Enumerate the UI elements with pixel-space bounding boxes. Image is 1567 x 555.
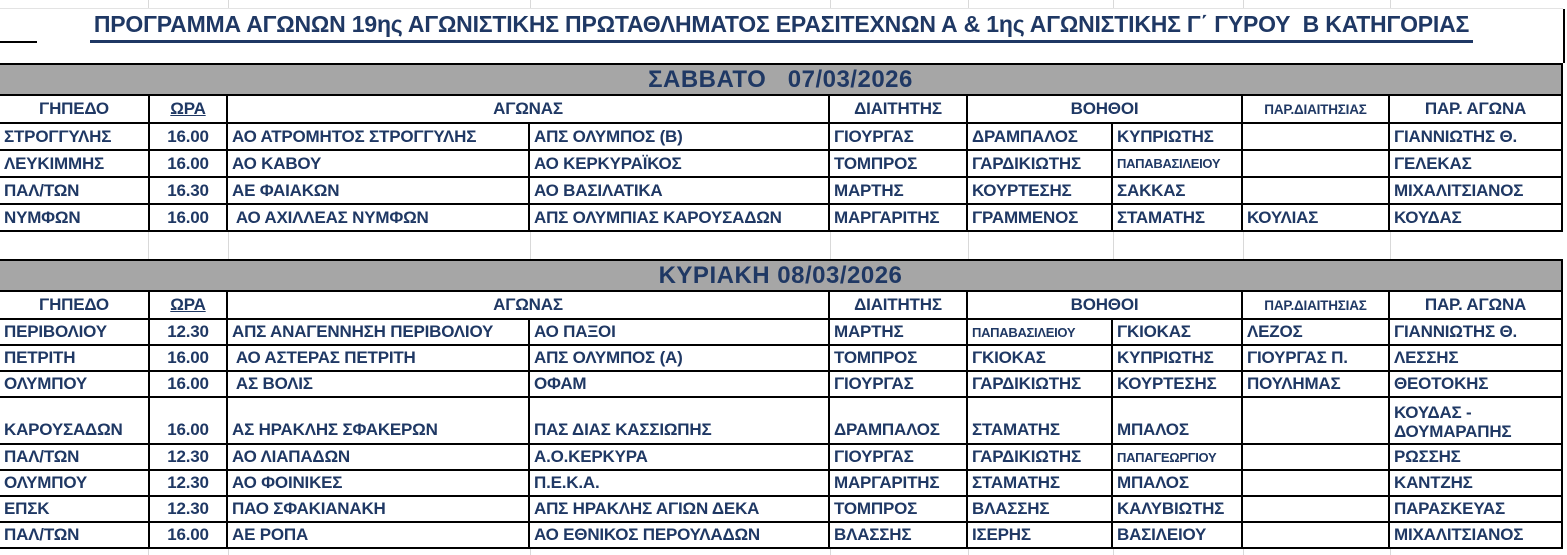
sunday-header-row — [0, 292, 1563, 320]
cell-time[interactable]: 12.30 — [150, 445, 228, 471]
cell-supervisor[interactable] — [1243, 445, 1390, 471]
sunday-section — [0, 259, 1567, 549]
cell-time[interactable]: 16.00 — [150, 398, 228, 445]
faint-gridline — [148, 0, 149, 8]
cell-assistant-1[interactable]: ΓΑΡΔΙΚΙΩΤΗΣ — [968, 372, 1113, 398]
cell-assistant-1[interactable]: ΣΤΑΜΑΤΗΣ — [968, 471, 1113, 497]
cell-assistant-1[interactable]: ΔΡΑΜΠΑΛΟΣ — [968, 124, 1113, 151]
cell-away-team[interactable]: ΑΟ ΠΑΞΟΙ — [530, 320, 830, 346]
cell-home-team[interactable]: ΑΟ ΦΟΙΝΙΚΕΣ — [228, 471, 530, 497]
cell-supervisor[interactable]: ΚΟΥΛΙΑΣ — [1243, 205, 1390, 232]
cell-observer[interactable]: ΓΙΑΝΝΙΩΤΗΣ Θ. — [1390, 320, 1563, 346]
faint-gridline — [1390, 549, 1391, 555]
cell-supervisor[interactable] — [1243, 398, 1390, 445]
cell-assistant-2[interactable]: ΓΚΙΟΚΑΣ — [1113, 320, 1243, 346]
cell-venue[interactable]: ΝΥΜΦΩΝ — [0, 205, 150, 232]
cell-home-team[interactable]: ΑΕ ΦΑΙΑΚΩΝ — [228, 178, 530, 205]
cell-away-team[interactable]: ΟΦΑΜ — [530, 372, 830, 398]
cell-supervisor[interactable] — [1243, 497, 1390, 523]
faint-gridline — [1113, 232, 1114, 259]
cell-venue[interactable]: ΟΛΥΜΠΟΥ — [0, 372, 150, 398]
cell-observer[interactable]: ΠΑΡΑΣΚΕΥΑΣ — [1390, 497, 1563, 523]
cell-assistant-2[interactable]: ΚΑΛΥΒΙΩΤΗΣ — [1113, 497, 1243, 523]
cell-assistant-1[interactable]: ΠΑΠΑΒΑΣΙΛΕΙΟΥ — [968, 320, 1113, 346]
cell-time[interactable]: 16.30 — [150, 178, 228, 205]
cell-venue[interactable]: ΠΑΛ/ΤΩΝ — [0, 445, 150, 471]
cell-supervisor[interactable] — [1243, 151, 1390, 178]
header-assistants[interactable]: ΒΟΗΘΟΙ — [968, 292, 1243, 320]
faint-gridline — [1243, 0, 1244, 8]
faint-gridline — [530, 0, 531, 8]
cell-venue[interactable]: ΠΑΛ/ΤΩΝ — [0, 523, 150, 549]
faint-gridline — [530, 232, 531, 259]
header-referee[interactable]: ΔΙΑΙΤΗΤΗΣ — [830, 292, 968, 320]
cell-border-stub — [0, 41, 37, 43]
cell-observer[interactable]: ΜΙΧΑΛΙΤΣΙΑΝΟΣ — [1390, 178, 1563, 205]
cell-assistant-1[interactable]: ΓΑΡΔΙΚΙΩΤΗΣ — [968, 151, 1113, 178]
faint-gridline — [830, 232, 831, 259]
faint-gridline — [228, 549, 229, 555]
cell-referee[interactable]: ΜΑΡΓΑΡΙΤΗΣ — [830, 205, 968, 232]
cell-venue[interactable]: ΠΕΤΡΙΤΗ — [0, 346, 150, 372]
title-row — [0, 9, 1565, 63]
faint-gridline — [148, 549, 149, 555]
cell-away-team[interactable]: ΑΟ ΒΑΣΙΛΑΤΙΚΑ — [530, 178, 830, 205]
saturday-section — [0, 63, 1567, 232]
faint-gridline — [968, 0, 969, 8]
header-supervisor[interactable]: ΠΑΡ.ΔΙΑΙΤΗΣΙΑΣ — [1243, 292, 1390, 320]
cell-home-team[interactable]: ΑΟ ΑΣΤΕΡΑΣ ΠΕΤΡΙΤΗ — [228, 346, 530, 372]
cell-referee[interactable]: ΓΙΟΥΡΓΑΣ — [830, 372, 968, 398]
faint-gridline — [830, 0, 831, 8]
cell-home-team[interactable]: ΑΟ ΑΧΙΛΛΕΑΣ ΝΥΜΦΩΝ — [228, 205, 530, 232]
faint-gridline — [968, 549, 969, 555]
cell-assistant-2[interactable]: ΣΑΚΚΑΣ — [1113, 178, 1243, 205]
cell-away-team[interactable]: ΑΠΣ ΟΛΥΜΠΟΣ (Β) — [530, 124, 830, 151]
cell-time[interactable]: 16.00 — [150, 124, 228, 151]
cell-observer[interactable]: ΓΙΑΝΝΙΩΤΗΣ Θ. — [1390, 124, 1563, 151]
cell-referee[interactable]: ΜΑΡΤΗΣ — [830, 320, 968, 346]
cell-assistant-2[interactable]: ΚΥΠΡΙΩΤΗΣ — [1113, 124, 1243, 151]
cell-home-team[interactable]: ΑΟ ΚΑΒΟΥ — [228, 151, 530, 178]
cell-supervisor[interactable]: ΛΕΖΟΣ — [1243, 320, 1390, 346]
cell-away-team[interactable]: Π.Ε.Κ.Α. — [530, 471, 830, 497]
faint-gridline — [228, 232, 229, 259]
cell-time[interactable]: 16.00 — [150, 372, 228, 398]
cell-home-team[interactable]: ΑΠΣ ΑΝΑΓΕΝΝΗΣΗ ΠΕΡΙΒΟΛΙΟΥ — [228, 320, 530, 346]
cell-time[interactable]: 16.00 — [150, 346, 228, 372]
faint-gridline — [1113, 549, 1114, 555]
faint-gridline — [530, 549, 531, 555]
faint-gridline — [1390, 232, 1391, 259]
cell-home-team[interactable]: ΑΟ ΛΙΑΠΑΔΩΝ — [228, 445, 530, 471]
cell-referee[interactable]: ΜΑΡΓΑΡΙΤΗΣ — [830, 471, 968, 497]
header-match[interactable]: ΑΓΩΝΑΣ — [228, 292, 830, 320]
cell-referee[interactable]: ΓΙΟΥΡΓΑΣ — [830, 124, 968, 151]
cell-time[interactable]: 16.00 — [150, 205, 228, 232]
cell-observer[interactable]: ΚΟΥΔΑΣ — [1390, 205, 1563, 232]
cell-time[interactable]: 12.30 — [150, 320, 228, 346]
cell-time[interactable]: 16.00 — [150, 523, 228, 549]
saturday-header-row — [0, 96, 1563, 124]
faint-gridline — [1243, 549, 1244, 555]
faint-gridline — [968, 232, 969, 259]
cell-away-team[interactable]: Α.Ο.ΚΕΡΚΥΡΑ — [530, 445, 830, 471]
cell-observer[interactable]: ΡΩΣΣΗΣ — [1390, 445, 1563, 471]
saturday-rows — [0, 124, 1563, 232]
cell-observer[interactable]: ΚΑΝΤΖΗΣ — [1390, 471, 1563, 497]
cell-away-team[interactable]: ΠΑΣ ΔΙΑΣ ΚΑΣΣΙΩΠΗΣ — [530, 398, 830, 445]
cell-referee[interactable]: ΔΡΑΜΠΑΛΟΣ — [830, 398, 968, 445]
header-time[interactable]: ΩΡΑ — [150, 292, 228, 320]
sunday-rows — [0, 320, 1563, 549]
cell-home-team[interactable]: ΠΑΟ ΣΦΑΚΙΑΝΑΚΗ — [228, 497, 530, 523]
cell-home-team[interactable]: ΑΣ ΗΡΑΚΛΗΣ ΣΦΑΚΕΡΩΝ — [228, 398, 530, 445]
cell-venue[interactable]: ΠΕΡΙΒΟΛΙΟΥ — [0, 320, 150, 346]
cell-supervisor[interactable]: ΓΙΟΥΡΓΑΣ Π. — [1243, 346, 1390, 372]
header-assistants[interactable]: ΒΟΗΘΟΙ — [968, 96, 1243, 124]
cell-observer[interactable]: ΛΕΣΣΗΣ — [1390, 346, 1563, 372]
faint-gridline — [1390, 0, 1391, 8]
cell-referee[interactable]: ΤΟΜΠΡΟΣ — [830, 151, 968, 178]
header-venue[interactable]: ΓΗΠΕΔΟ — [0, 96, 150, 124]
cell-home-team[interactable]: ΑΣ ΒΟΛΙΣ — [228, 372, 530, 398]
cell-assistant-1[interactable]: ΒΛΑΣΣΗΣ — [968, 497, 1113, 523]
header-observer[interactable]: ΠΑΡ. ΑΓΩΝΑ — [1390, 96, 1563, 124]
cell-assistant-1[interactable]: ΚΟΥΡΤΕΣΗΣ — [968, 178, 1113, 205]
cell-assistant-1[interactable]: ΙΣΕΡΗΣ — [968, 523, 1113, 549]
cell-venue[interactable]: ΛΕΥΚΙΜΜΗΣ — [0, 151, 150, 178]
faint-gridline — [1243, 232, 1244, 259]
cell-venue[interactable]: ΕΠΣΚ — [0, 497, 150, 523]
header-match[interactable]: ΑΓΩΝΑΣ — [228, 96, 830, 124]
header-referee[interactable]: ΔΙΑΙΤΗΤΗΣ — [830, 96, 968, 124]
faint-gridline — [148, 232, 149, 259]
cell-away-team[interactable]: ΑΠΣ ΗΡΑΚΛΗΣ ΑΓΙΩΝ ΔΕΚΑ — [530, 497, 830, 523]
faint-gridline — [1113, 0, 1114, 8]
cell-supervisor[interactable] — [1243, 124, 1390, 151]
cell-assistant-2[interactable]: ΜΠΑΛΟΣ — [1113, 398, 1243, 445]
cell-away-team[interactable]: ΑΟ ΚΕΡΚΥΡΑΪΚΟΣ — [530, 151, 830, 178]
cell-assistant-2[interactable]: ΜΠΑΛΟΣ — [1113, 471, 1243, 497]
cell-supervisor[interactable] — [1243, 178, 1390, 205]
cell-referee[interactable]: ΓΙΟΥΡΓΑΣ — [830, 445, 968, 471]
cell-time[interactable]: 12.30 — [150, 471, 228, 497]
header-observer[interactable]: ΠΑΡ. ΑΓΩΝΑ — [1390, 292, 1563, 320]
cell-assistant-2[interactable]: ΣΤΑΜΑΤΗΣ — [1113, 205, 1243, 232]
cell-venue[interactable]: ΚΑΡΟΥΣΑΔΩΝ — [0, 398, 150, 445]
cell-away-team[interactable]: ΑΠΣ ΟΛΥΜΠΙΑΣ ΚΑΡΟΥΣΑΔΩΝ — [530, 205, 830, 232]
bottom-gridline-strip — [0, 549, 1563, 555]
cell-time[interactable]: 12.30 — [150, 497, 228, 523]
top-gridline-strip — [0, 0, 1563, 9]
cell-home-team[interactable]: ΑΕ ΡΟΠΑ — [228, 523, 530, 549]
cell-venue[interactable]: ΟΛΥΜΠΟΥ — [0, 471, 150, 497]
cell-referee[interactable]: ΒΛΑΣΣΗΣ — [830, 523, 968, 549]
empty-spacer-row — [0, 232, 1563, 259]
cell-assistant-2[interactable]: ΚΟΥΡΤΕΣΗΣ — [1113, 372, 1243, 398]
cell-observer[interactable]: ΓΕΛΕΚΑΣ — [1390, 151, 1563, 178]
day-banner-sunday[interactable]: ΚΥΡΙΑΚΗ 08/03/2026 — [0, 259, 1563, 292]
cell-observer[interactable]: ΜΙΧΑΛΙΤΣΙΑΝΟΣ — [1390, 523, 1563, 549]
cell-referee[interactable]: ΤΟΜΠΡΟΣ — [830, 497, 968, 523]
cell-time[interactable]: 16.00 — [150, 151, 228, 178]
header-time[interactable]: ΩΡΑ — [150, 96, 228, 124]
header-supervisor[interactable]: ΠΑΡ.ΔΙΑΙΤΗΣΙΑΣ — [1243, 96, 1390, 124]
cell-away-team[interactable]: ΑΟ ΕΘΝΙΚΟΣ ΠΕΡΟΥΛΑΔΩΝ — [530, 523, 830, 549]
cell-venue[interactable]: ΣΤΡΟΓΓΥΛΗΣ — [0, 124, 150, 151]
cell-assistant-2[interactable]: ΒΑΣΙΛΕΙΟΥ — [1113, 523, 1243, 549]
faint-gridline — [228, 0, 229, 8]
cell-assistant-1[interactable]: ΣΤΑΜΑΤΗΣ — [968, 398, 1113, 445]
cell-home-team[interactable]: ΑΟ ΑΤΡΟΜΗΤΟΣ ΣΤΡΟΓΓΥΛΗΣ — [228, 124, 530, 151]
cell-supervisor[interactable]: ΠΟΥΛΗΜΑΣ — [1243, 372, 1390, 398]
cell-supervisor[interactable] — [1243, 471, 1390, 497]
cell-assistant-2[interactable]: ΠΑΠΑΒΑΣΙΛΕΙΟΥ — [1113, 151, 1243, 178]
cell-referee[interactable]: ΤΟΜΠΡΟΣ — [830, 346, 968, 372]
cell-assistant-1[interactable]: ΓΑΡΔΙΚΙΩΤΗΣ — [968, 445, 1113, 471]
cell-away-team[interactable]: ΑΠΣ ΟΛΥΜΠΟΣ (Α) — [530, 346, 830, 372]
day-banner-saturday[interactable]: ΣΑΒΒΑΤΟ 07/03/2026 — [0, 63, 1563, 96]
cell-assistant-1[interactable]: ΓΡΑΜΜΕΝΟΣ — [968, 205, 1113, 232]
faint-gridline — [830, 549, 831, 555]
cell-assistant-1[interactable]: ΓΚΙΟΚΑΣ — [968, 346, 1113, 372]
cell-assistant-2[interactable]: ΠΑΠΑΓΕΩΡΓΙΟΥ — [1113, 445, 1243, 471]
header-venue[interactable]: ΓΗΠΕΔΟ — [0, 292, 150, 320]
cell-venue[interactable]: ΠΑΛ/ΤΩΝ — [0, 178, 150, 205]
page-title[interactable]: ΠΡΟΓΡΑΜΜΑ ΑΓΩΝΩΝ 19ης ΑΓΩΝΙΣΤΙΚΗΣ ΠΡΩΤΑΘΛΗΜΑΤΟΣ ΕΡΑΣΙΤΕΧΝΩΝ Α & 1ης ΑΓΩΝΙΣΤΙΚΗΣ Γ΄ ΓΥΡΟΥ Β ΚΑΤΗΓΟΡΙΑΣ — [90, 10, 1473, 43]
cell-assistant-2[interactable]: ΚΥΠΡΙΩΤΗΣ — [1113, 346, 1243, 372]
cell-referee[interactable]: ΜΑΡΤΗΣ — [830, 178, 968, 205]
cell-supervisor[interactable] — [1243, 523, 1390, 549]
cell-observer[interactable]: ΚΟΥΔΑΣ - ΔΟΥΜΑΡΑΠΗΣ — [1390, 398, 1563, 445]
cell-observer[interactable]: ΘΕΟΤΟΚΗΣ — [1390, 372, 1563, 398]
